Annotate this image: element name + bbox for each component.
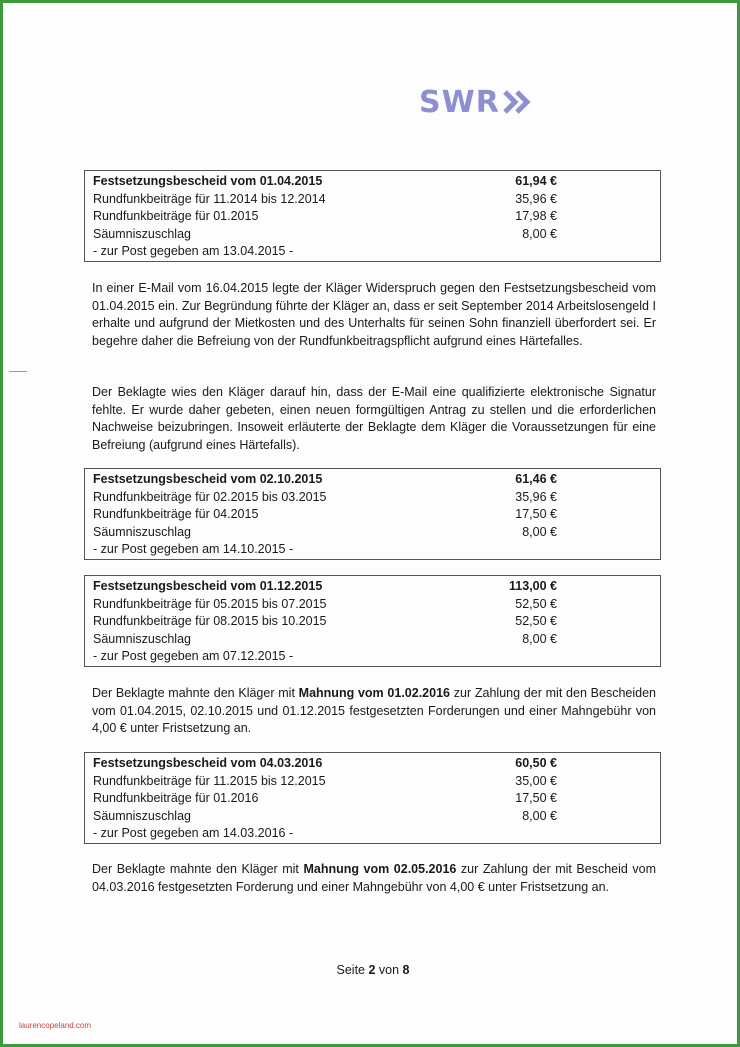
reminder-text: Der Beklagte mahnte den Kläger mit (92, 686, 299, 700)
fee-amount: 17,50 € (515, 507, 557, 521)
paragraph-reminder-2 (92, 861, 656, 896)
box-title: Festsetzungsbescheid vom 04.03.2016 (93, 756, 323, 770)
page-current: 2 (368, 963, 376, 977)
margin-mark (9, 371, 27, 372)
fee-amount: 35,96 € (515, 191, 557, 206)
box-header-row (93, 755, 660, 773)
fee-row (93, 631, 660, 649)
fee-row (93, 613, 660, 631)
fee-amount: 52,50 € (515, 614, 557, 628)
fee-label: Säumniszuschlag (93, 524, 191, 539)
box-total: 61,94 € (515, 174, 557, 188)
swr-logo (419, 85, 532, 119)
fee-label: Rundfunkbeiträge für 11.2014 bis 12.2014 (93, 191, 326, 206)
fee-amount: 35,96 € (515, 489, 557, 504)
page-prefix: Seite (336, 963, 369, 977)
assessment-box (84, 468, 661, 560)
paragraph-objection: In einer E-Mail vom 16.04.2015 legte der Kläger Widerspruch gegen den Festsetzungsbescheid vom 01.04.2015 ein. Zur Begründung führte der Kläger an, dass er seit September 2014 Arbeitslosengeld I erhalte und aufgrund der Mietkosten und des Unterhalts für seinen Sohn finanziell überfordert sei. Er begehre daher die Befreiung von der Rundfunkbeitragspflicht aufgrund eines Härtefalles. (92, 281, 656, 348)
box-header-row (93, 173, 660, 191)
fee-row (93, 596, 660, 614)
watermark: laurencopeland.com (19, 1021, 92, 1030)
post-date: - zur Post gegeben am 14.10.2015 - (93, 542, 294, 556)
fee-row (93, 226, 660, 244)
reminder-text: zur Zahlung der mit den Bescheiden vom 01.04.2015, 02.10.2015 und 01.12.2015 festgesetzten Forderungen und einer Mahngebühr von 4,00 € unter Fristsetzung an. (92, 686, 656, 736)
assessment-box (84, 752, 661, 844)
reminder-text: Der Beklagte mahnte den Kläger mit (92, 862, 304, 876)
double-chevron-right-icon (502, 89, 532, 115)
logo-text: SWR (419, 84, 500, 120)
fee-amount: 8,00 € (522, 631, 557, 646)
fee-label: Rundfunkbeiträge für 05.2015 bis 07.2015 (93, 596, 327, 611)
post-date: - zur Post gegeben am 13.04.2015 - (93, 244, 294, 258)
box-header-row (93, 578, 660, 596)
fee-label: Rundfunkbeiträge für 01.2016 (93, 791, 259, 805)
fee-amount: 17,98 € (515, 209, 557, 223)
fee-label: Säumniszuschlag (93, 808, 191, 823)
fee-label: Säumniszuschlag (93, 631, 191, 646)
reminder-date: Mahnung vom 02.05.2016 (303, 862, 457, 876)
post-date-row (93, 541, 660, 559)
fee-label: Rundfunkbeiträge für 02.2015 bis 03.2015 (93, 489, 327, 504)
post-date: - zur Post gegeben am 07.12.2015 - (93, 649, 294, 663)
paragraph-reminder-1 (92, 685, 656, 738)
box-header-row (93, 471, 660, 489)
post-date-row (93, 825, 660, 843)
box-total: 60,50 € (515, 756, 557, 770)
assessment-box (84, 575, 661, 667)
box-total: 113,00 € (509, 579, 557, 593)
box-total: 61,46 € (515, 472, 557, 486)
post-date: - zur Post gegeben am 14.03.2016 - (93, 826, 294, 840)
assessment-box (84, 170, 661, 262)
fee-label: Säumniszuschlag (93, 226, 191, 241)
fee-row (93, 208, 660, 226)
page-total: 8 (402, 963, 410, 977)
fee-row (93, 191, 660, 209)
box-title: Festsetzungsbescheid vom 01.04.2015 (93, 174, 323, 188)
post-date-row (93, 243, 660, 261)
box-title: Festsetzungsbescheid vom 01.12.2015 (93, 579, 323, 593)
fee-amount: 8,00 € (522, 524, 557, 539)
fee-amount: 52,50 € (515, 596, 557, 611)
fee-row (93, 773, 660, 791)
page-middle: von (375, 963, 403, 977)
reminder-date: Mahnung vom 01.02.2016 (298, 686, 450, 700)
fee-label: Rundfunkbeiträge für 01.2015 (93, 209, 259, 223)
fee-amount: 35,00 € (515, 773, 557, 788)
fee-row (93, 524, 660, 542)
fee-label: Rundfunkbeiträge für 04.2015 (93, 507, 259, 521)
fee-row (93, 808, 660, 826)
box-title: Festsetzungsbescheid vom 02.10.2015 (93, 472, 323, 486)
fee-label: Rundfunkbeiträge für 11.2015 bis 12.2015 (93, 773, 326, 788)
page-number (3, 963, 740, 977)
reminder-text: zur Zahlung der mit Bescheid vom 04.03.2016 festgesetzten Forderung und einer Mahngebühr von 4,00 € unter Fristsetzung an. (92, 862, 656, 894)
post-date-row (93, 648, 660, 666)
fee-row (93, 790, 660, 808)
fee-row (93, 506, 660, 524)
fee-amount: 8,00 € (522, 808, 557, 823)
fee-amount: 17,50 € (515, 791, 557, 805)
fee-label: Rundfunkbeiträge für 08.2015 bis 10.2015 (93, 614, 327, 628)
fee-row (93, 489, 660, 507)
paragraph-signature-notice: Der Beklagte wies den Kläger darauf hin, dass der E-Mail eine qualifizierte elektronische Signatur fehlte. Er wurde daher gebeten, einen neuen formgültigen Antrag zu stellen und die erforderlichen Nachweise beizubringen. Insoweit erläuterte der Beklagte dem Kläger die Voraussetzungen für eine Befreiung (aufgrund eines Härtefalls). (92, 385, 656, 452)
fee-amount: 8,00 € (522, 226, 557, 241)
